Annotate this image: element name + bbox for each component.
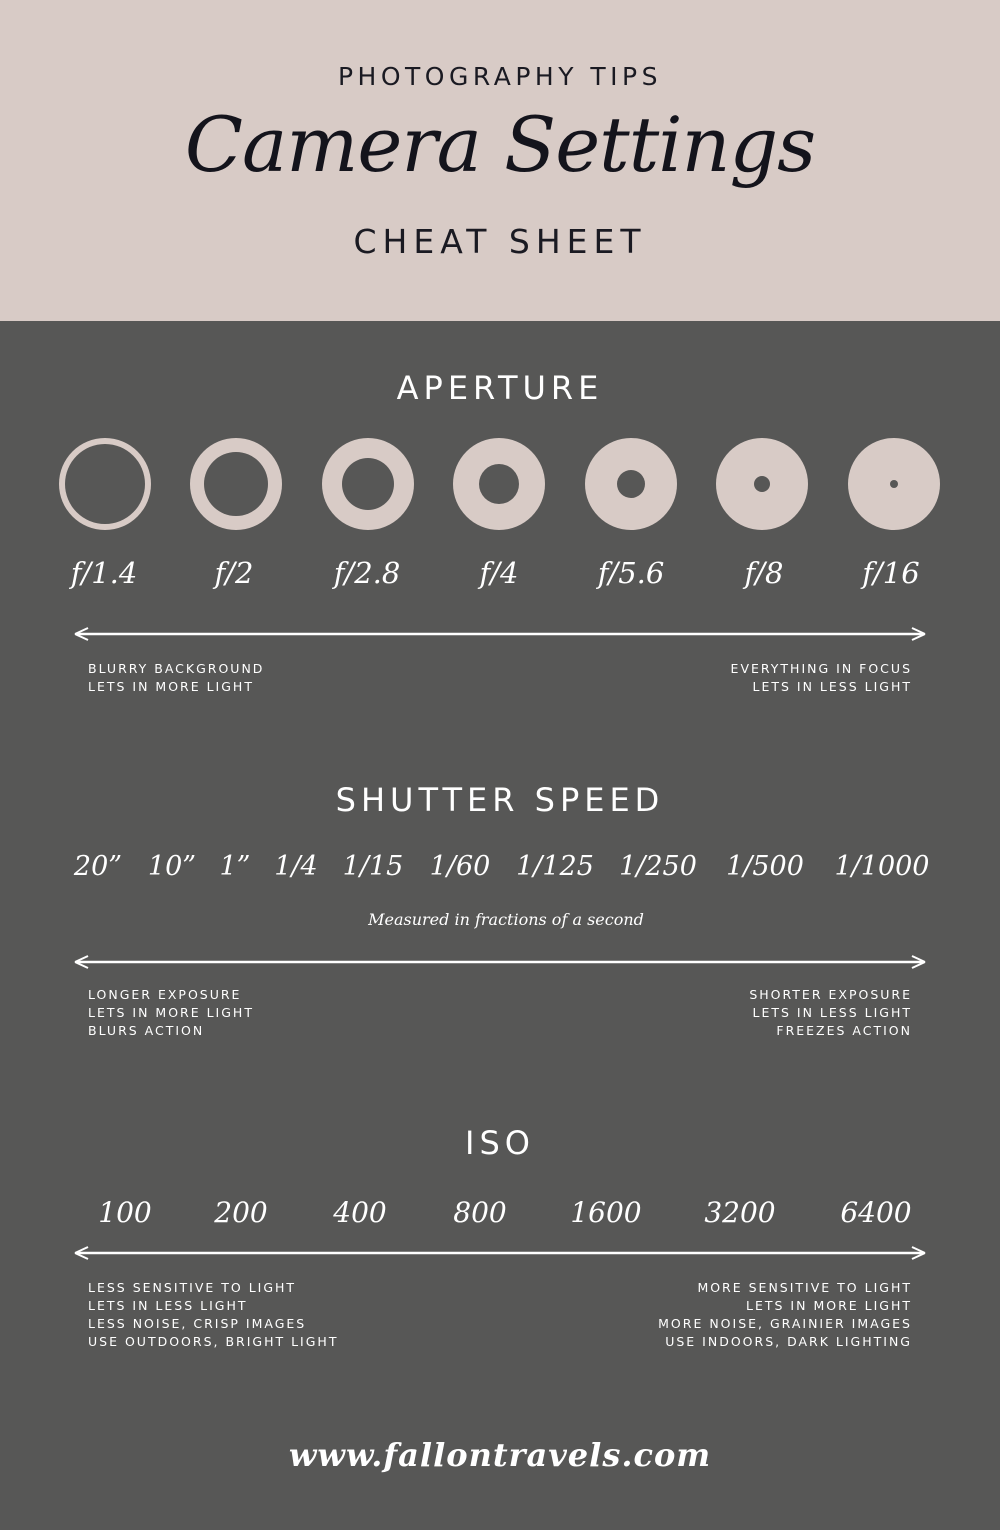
aperture-stop: f/5.6 [597, 556, 665, 590]
aperture-icon-f1-4 [59, 438, 151, 530]
aperture-stop: f/4 [479, 556, 519, 590]
note-line: LETS IN MORE LIGHT [88, 1005, 254, 1020]
website-url: www.fallontravels.com [288, 1436, 712, 1474]
aperture-wide-notes [88, 660, 264, 696]
iso-value: 800 [453, 1196, 507, 1229]
iso-low-notes [88, 1279, 338, 1351]
aperture-stop: f/1.4 [70, 556, 138, 590]
iso-value: 3200 [704, 1196, 776, 1229]
shutter-title: SHUTTER SPEED [335, 781, 665, 819]
shutter-speed: 10” [147, 851, 197, 882]
note-line: LESS NOISE, CRISP IMAGES [88, 1316, 307, 1331]
aperture-narrow-notes [731, 660, 912, 696]
note-line: LONGER EXPOSURE [88, 987, 242, 1002]
aperture-scale-arrow [74, 627, 926, 641]
note-line: MORE SENSITIVE TO LIGHT [697, 1280, 912, 1295]
shutter-speed: 1” [219, 851, 251, 882]
note-line: FREEZES ACTION [776, 1023, 912, 1038]
note-line: USE INDOORS, DARK LIGHTING [665, 1334, 912, 1349]
note-line: MORE NOISE, GRAINIER IMAGES [658, 1316, 912, 1331]
shutter-scale-arrow [74, 955, 926, 969]
shutter-slow-notes [88, 986, 254, 1040]
iso-value: 6400 [840, 1196, 912, 1229]
shutter-speed: 1/4 [274, 851, 318, 882]
iso-value: 100 [98, 1196, 152, 1229]
aperture-icon-f2 [190, 438, 282, 530]
iso-high-notes [658, 1279, 912, 1351]
iso-scale-arrow [74, 1246, 926, 1260]
note-line: EVERYTHING IN FOCUS [730, 661, 912, 676]
note-line: SHORTER EXPOSURE [749, 987, 912, 1002]
note-line: LETS IN LESS LIGHT [752, 679, 912, 694]
shutter-speed: 1/60 [429, 851, 491, 882]
iso-value: 200 [214, 1196, 268, 1229]
iso-value: 400 [333, 1196, 387, 1229]
page-title: Camera Settings [184, 100, 816, 189]
note-line: USE OUTDOORS, BRIGHT LIGHT [88, 1334, 339, 1349]
aperture-stop: f/2 [214, 556, 254, 590]
note-line: LETS IN LESS LIGHT [88, 1298, 248, 1313]
aperture-icon-f2-8 [322, 438, 414, 530]
shutter-speed: 1/1000 [834, 851, 930, 882]
note-line: LETS IN LESS LIGHT [752, 1005, 912, 1020]
note-line: LETS IN MORE LIGHT [746, 1298, 912, 1313]
shutter-speed: 1/125 [516, 851, 594, 882]
aperture-icon-f4 [453, 438, 545, 530]
aperture-icon-f8 [716, 438, 808, 530]
aperture-icon-f16 [848, 438, 940, 530]
aperture-stop: f/16 [862, 556, 920, 590]
kicker-text: PHOTOGRAPHY TIPS [337, 62, 662, 91]
shutter-fast-notes [749, 986, 912, 1040]
note-line: BLURS ACTION [88, 1023, 205, 1038]
shutter-note: Measured in fractions of a second [368, 910, 644, 929]
note-line: LESS SENSITIVE TO LIGHT [88, 1280, 297, 1295]
shutter-speed: 1/500 [726, 851, 804, 882]
shutter-speed: 20” [73, 851, 123, 882]
page-subtitle: CHEAT SHEET [353, 222, 647, 261]
aperture-stop: f/2.8 [333, 556, 401, 590]
aperture-icon-f5-6 [585, 438, 677, 530]
shutter-speed: 1/15 [342, 851, 404, 882]
aperture-stop: f/8 [744, 556, 784, 590]
note-line: BLURRY BACKGROUND [88, 661, 265, 676]
header-banner [0, 0, 1000, 321]
note-line: LETS IN MORE LIGHT [88, 679, 254, 694]
iso-title: ISO [465, 1124, 535, 1162]
iso-value: 1600 [570, 1196, 642, 1229]
shutter-speed: 1/250 [619, 851, 697, 882]
aperture-title: APERTURE [396, 369, 604, 407]
